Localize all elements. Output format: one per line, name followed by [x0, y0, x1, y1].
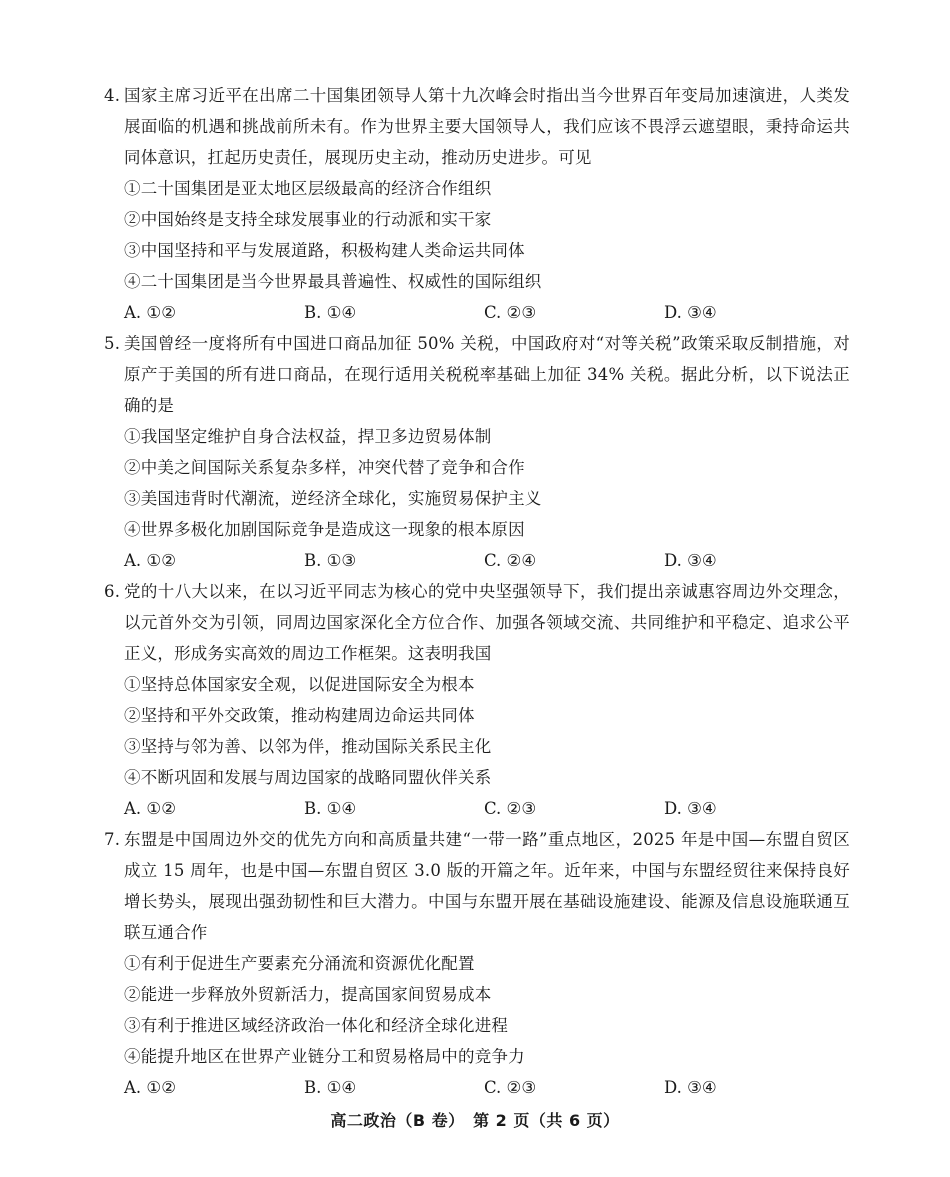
- statement-4: ④二十国集团是当今世界最具普遍性、权威性的国际组织: [124, 272, 542, 291]
- page-footer: 高二政治（B 卷） 第 2 页（共 6 页）: [330, 1111, 620, 1130]
- statement-3: ③坚持与邻为善、以邻为伴，推动国际关系民主化: [124, 737, 492, 756]
- answer-choices: [104, 545, 850, 576]
- question-7: [104, 824, 850, 1103]
- choice-a: A. ①②: [124, 799, 176, 818]
- question-text: 党的十八大以来，在以习近平同志为核心的党中央坚强领导下，我们提出亲诚惠容周边外交理念，以元首外交为引领，同周边国家深化全方位合作、加强各领域交流、共同维护和平稳定、追求公平正义，形成务实高效的周边工作框架。这表明我国: [124, 582, 850, 663]
- question-number: 6.: [104, 582, 121, 601]
- statement-3: ③有利于推进区域经济政治一体化和经济全球化进程: [124, 1016, 509, 1035]
- statement-3: ③美国违背时代潮流，逆经济全球化，实施贸易保护主义: [124, 489, 542, 508]
- choice-b: B. ①③: [304, 551, 357, 570]
- choice-c: C. ②③: [484, 303, 537, 322]
- question-list: [104, 80, 850, 1103]
- question-number: 5.: [104, 334, 121, 353]
- question-stem: [104, 328, 850, 421]
- choice-d: D. ③④: [664, 303, 717, 322]
- question-5: [104, 328, 850, 576]
- statement-2: ②中美之间国际关系复杂多样，冲突代替了竞争和合作: [124, 458, 525, 477]
- answer-choices: [104, 793, 850, 824]
- choice-b: B. ①④: [304, 799, 357, 818]
- statement-3: ③中国坚持和平与发展道路，积极构建人类命运共同体: [124, 241, 525, 260]
- statement-4: ④能提升地区在世界产业链分工和贸易格局中的竞争力: [124, 1047, 525, 1066]
- statement-4: ④不断巩固和发展与周边国家的战略同盟伙伴关系: [124, 768, 492, 787]
- statement-2: ②能进一步释放外贸新活力，提高国家间贸易成本: [124, 985, 492, 1004]
- question-text: 国家主席习近平在出席二十国集团领导人第十九次峰会时指出当今世界百年变局加速演进，人类发展面临的机遇和挑战前所未有。作为世界主要大国领导人，我们应该不畏浮云遮望眼，秉持命运共同体意识，扛起历史责任，展现历史主动，推动历史进步。可见: [124, 86, 850, 167]
- question-text: 东盟是中国周边外交的优先方向和高质量共建“一带一路”重点地区，2025 年是中国—东盟自贸区成立 15 周年，也是中国—东盟自贸区 3.0 版的开篇之年。近年来，中国与东盟经贸往来保持良好增长势头，展现出强劲韧性和巨大潜力。中国与东盟开展在基础设施建设、能源及信息设施联通互联互通合作: [124, 830, 850, 942]
- statement-1: ①坚持总体国家安全观，以促进国际安全为根本: [124, 675, 475, 694]
- question-stem: [104, 80, 850, 173]
- choice-a: A. ①②: [124, 551, 176, 570]
- choice-c: C. ②④: [484, 551, 537, 570]
- choice-d: D. ③④: [664, 799, 717, 818]
- question-number: 7.: [104, 830, 121, 849]
- answer-choices: [104, 1072, 850, 1103]
- answer-choices: [104, 297, 850, 328]
- choice-a: A. ①②: [124, 303, 176, 322]
- choice-b: B. ①④: [304, 303, 357, 322]
- choice-a: A. ①②: [124, 1078, 176, 1097]
- question-stem: [104, 576, 850, 669]
- question-stem: [104, 824, 850, 948]
- statement-1: ①我国坚定维护自身合法权益，捍卫多边贸易体制: [124, 427, 492, 446]
- statement-1: ①有利于促进生产要素充分涌流和资源优化配置: [124, 954, 475, 973]
- statement-1: ①二十国集团是亚太地区层级最高的经济合作组织: [124, 179, 492, 198]
- choice-d: D. ③④: [664, 1078, 717, 1097]
- choice-c: C. ②③: [484, 1078, 537, 1097]
- choice-b: B. ①④: [304, 1078, 357, 1097]
- statement-2: ②中国始终是支持全球发展事业的行动派和实干家: [124, 210, 492, 229]
- question-text: 美国曾经一度将所有中国进口商品加征 50% 关税，中国政府对“对等关税”政策采取反制措施，对原产于美国的所有进口商品，在现行适用关税税率基础上加征 34% 关税。据此分析，以下说法正确的是: [124, 334, 850, 415]
- question-number: 4.: [104, 86, 121, 105]
- statement-4: ④世界多极化加剧国际竞争是造成这一现象的根本原因: [124, 520, 525, 539]
- statement-2: ②坚持和平外交政策，推动构建周边命运共同体: [124, 706, 475, 725]
- question-4: [104, 80, 850, 328]
- choice-d: D. ③④: [664, 551, 717, 570]
- choice-c: C. ②③: [484, 799, 537, 818]
- question-6: [104, 576, 850, 824]
